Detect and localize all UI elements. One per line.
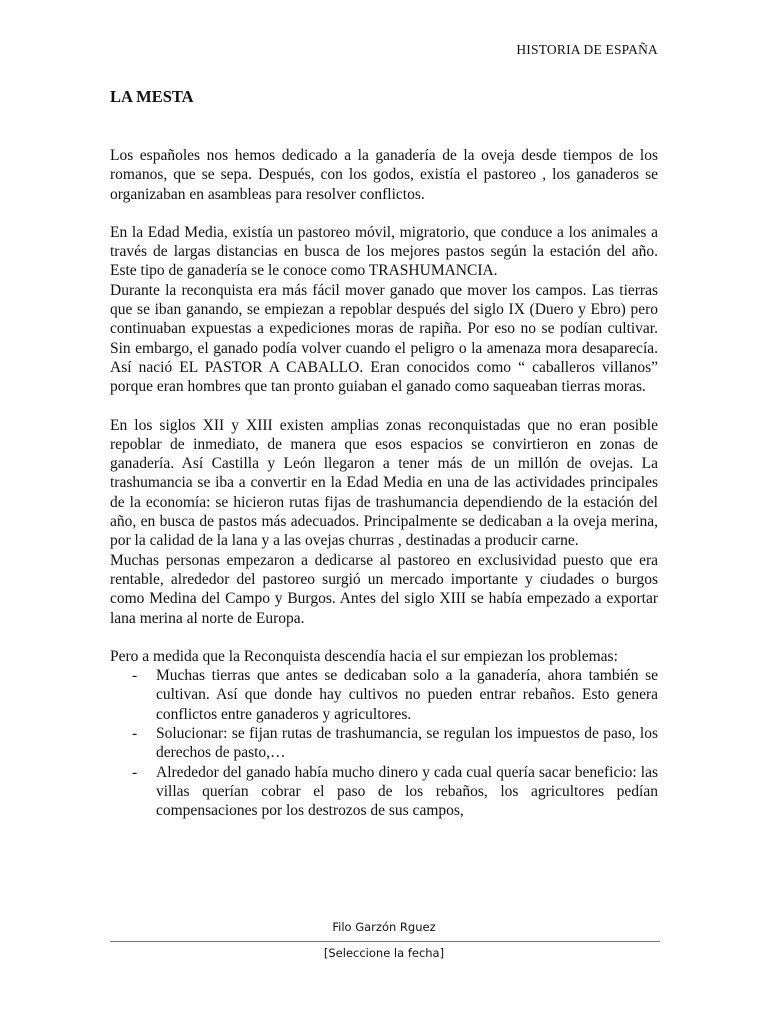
bullet-dash: - xyxy=(132,763,138,781)
list-item-text: Solucionar: se fijan rutas de trashumancia, se regulan los impuestos de paso, los derechos de pasto,… xyxy=(156,725,658,762)
list-item-text: Alrededor del ganado había mucho dinero y cada cual quería sacar beneficio: las villas querían cobrar el paso de los rebaños, los agricultores pedían compensaciones por los destrozos de sus campos, xyxy=(156,763,658,820)
problems-list xyxy=(110,666,658,820)
document-body xyxy=(110,146,658,821)
bullet-dash: - xyxy=(132,725,138,743)
paragraph-reconquista: Durante la reconquista era más fácil mover ganado que mover los campos. Las tierras que se iban ganando, se empiezan a repoblar después del siglo IX (Duero y Ebro) pero continuaban expuestas a expediciones moras de rapiña. Por eso no se podían cultivar. Sin embargo, el ganado podía volver cuando el peligro o la amenaza mora desaparecía. Así nació EL PASTOR A CABALLO. Eran conocidos como “ caballeros villanos” porque eran hombres que tan pronto guiaban el ganado como saqueaban tierras moras. xyxy=(110,281,658,396)
paragraph-edad-media: En la Edad Media, existía un pastoreo móvil, migratorio, que conduce a los animales a través de largas distancias en busca de los mejores pastos según la estación del año. Este tipo de ganadería se le conoce como TRASHUMANCIA. xyxy=(110,223,658,280)
bullet-dash: - xyxy=(132,667,138,685)
list-item xyxy=(110,724,658,763)
running-header: HISTORIA DE ESPAÑA xyxy=(516,42,658,57)
footer-divider xyxy=(110,941,660,942)
list-item xyxy=(110,763,658,821)
paragraph-siglos-xii-xiii: En los siglos XII y XIII existen amplias zonas reconquistadas que no eran posible repoblar de inmediato, de manera que esos espacios se convirtieron en zonas de ganadería. Así Castilla y León llegaron a tener más de un millón de ovejas. La trashumancia se iba a convertir en la Edad Media en una de las actividades principales de la economía: se hicieron rutas fijas de trashumancia dependiendo de la estación del año, en busca de pastos más adecuados. Principalmente se dedicaban a la oveja merina, por la calidad de la lana y a las ovejas churras , destinadas a producir carne. xyxy=(110,416,658,550)
list-item xyxy=(110,666,658,724)
document-title: LA MESTA xyxy=(110,87,194,106)
paragraph-intro: Los españoles nos hemos dedicado a la ganadería de la oveja desde tiempos de los romanos, que se sepa. Después, con los godos, existía el pastoreo , los ganaderos se organizaban en asambleas para resolver conflictos. xyxy=(110,147,658,203)
footer-date-placeholder[interactable]: [Seleccione la fecha] xyxy=(323,946,445,960)
paragraph-problemas: Pero a medida que la Reconquista descendía hacia el sur empiezan los problemas: xyxy=(110,647,618,665)
list-item-text: Muchas tierras que antes se dedicaban solo a la ganadería, ahora también se cultivan. Así que donde hay cultivos no pueden entrar rebaños. Esto genera conflictos entre ganaderos y agricultores. xyxy=(156,667,658,723)
footer-author: Filo Garzón Rguez xyxy=(332,920,436,934)
paragraph-pastoreo: Muchas personas empezaron a dedicarse al pastoreo en exclusividad puesto que era rentable, alrededor del pastoreo surgió un mercado importante y ciudades o burgos como Medina del Campo y Burgos. Antes del siglo XIII se había empezado a exportar lana merina al norte de Europa. xyxy=(110,551,658,627)
